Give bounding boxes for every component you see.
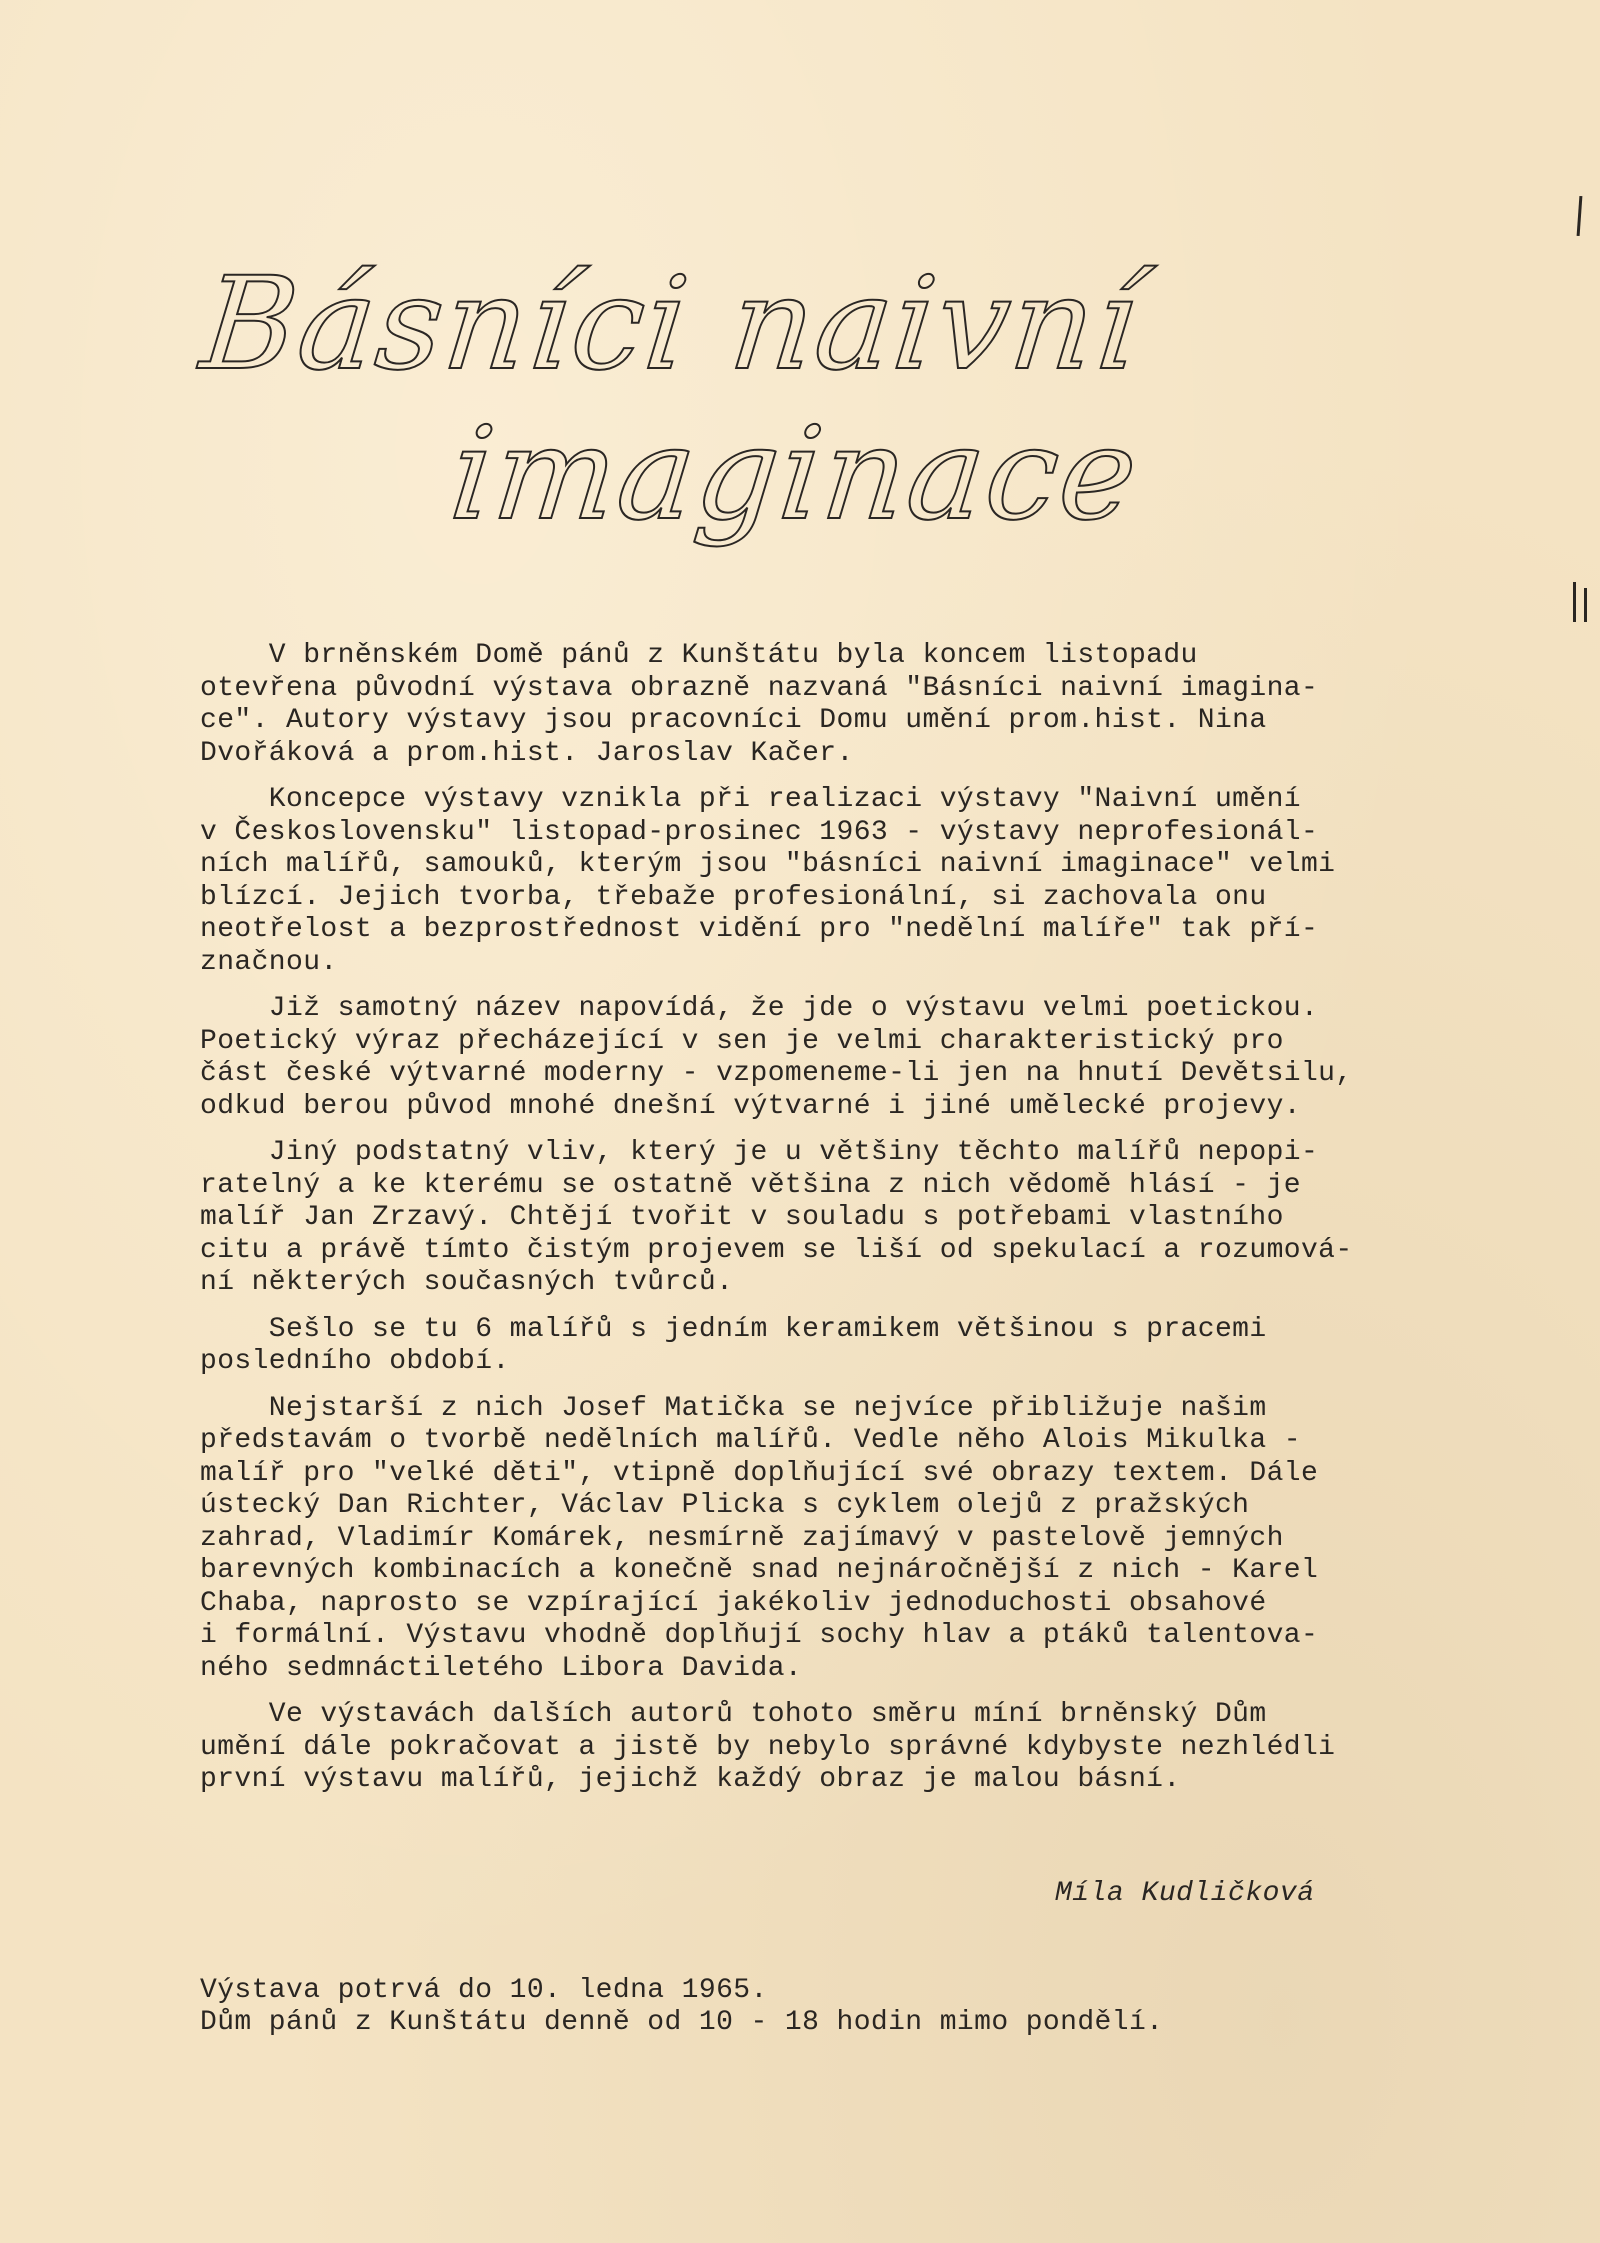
text-line: malíř pro "velké děti", vtipně doplňující své obrazy textem. Dále bbox=[200, 1457, 1319, 1489]
handwritten-title bbox=[179, 250, 1361, 550]
text-line: V brněnském Domě pánů z Kunštátu byla koncem listopadu bbox=[200, 640, 1198, 671]
paragraph bbox=[200, 1699, 1520, 1797]
text-line: malíř Jan Zrzavý. Chtějí tvořit v souladu s potřebami vlastního bbox=[200, 1202, 1284, 1233]
exhibition-info bbox=[200, 1975, 1163, 2039]
text-line: Poetický výraz přecházející v sen je velmi charakteristický pro bbox=[200, 1025, 1284, 1057]
text-line: značnou. bbox=[200, 946, 338, 978]
text-line: umění dále pokračovat a jistě by nebylo správné kdybyste nezhlédli bbox=[200, 1731, 1336, 1763]
title-line-2: imaginace bbox=[444, 400, 1146, 549]
text-line: Nejstarší z nich Josef Matička se nejvíce přibližuje našim bbox=[200, 1392, 1267, 1424]
exhibition-dates: Výstava potrvá do 10. ledna 1965. bbox=[200, 1975, 768, 2006]
title-line-1: Básníci naivní bbox=[195, 250, 1147, 399]
text-line: otevřena původní výstava obrazně nazvaná "Básníci naivní imagina- bbox=[200, 672, 1319, 704]
text-line: Ve výstavách dalších autorů tohoto směru míní brněnský Dům bbox=[200, 1699, 1267, 1730]
text-line: odkud berou původ mnohé dnešní výtvarné i jiné umělecké projevy. bbox=[200, 1090, 1301, 1122]
text-line: citu a právě tímto čistým projevem se liší od spekulací a rozumová- bbox=[200, 1234, 1353, 1266]
margin-mark bbox=[1573, 582, 1576, 622]
text-line: představám o tvorbě nedělních malířů. Vedle něho Alois Mikulka - bbox=[200, 1425, 1301, 1456]
paragraph bbox=[200, 784, 1520, 979]
paragraph bbox=[200, 1314, 1520, 1379]
text-line: ústecký Dan Richter, Václav Plicka s cyklem olejů z pražských bbox=[200, 1490, 1250, 1521]
paragraph bbox=[200, 1393, 1520, 1686]
text-line: ce". Autory výstavy jsou pracovníci Domu umění prom.hist. Nina bbox=[200, 705, 1267, 736]
text-line: Již samotný název napovídá, že jde o výstavu velmi poetickou. bbox=[200, 993, 1319, 1024]
author-signature: Míla Kudličková bbox=[1055, 1878, 1315, 1909]
text-line: ratelný a ke kterému se ostatně většina z nich vědomě hlásí - je bbox=[200, 1169, 1301, 1201]
text-line: neotřelost a bezprostřednost vidění pro "nedělní malíře" tak pří- bbox=[200, 914, 1319, 945]
text-line: ní některých současných tvůrců. bbox=[200, 1267, 734, 1298]
exhibition-hours: Dům pánů z Kunštátu denně od 10 - 18 hodin mimo pondělí. bbox=[200, 2007, 1164, 2038]
text-line: Jiný podstatný vliv, který je u většiny těchto malířů nepopi- bbox=[200, 1137, 1319, 1168]
text-line: Chaba, naprosto se vzpírající jakékoliv jednoduchosti obsahové bbox=[200, 1587, 1267, 1619]
text-line: ních malířů, samouků, kterým jsou "básníci naivní imaginace" velmi bbox=[200, 849, 1336, 880]
paragraph bbox=[200, 1137, 1520, 1300]
text-line: v Československu" listopad-prosinec 1963 - výstavy neprofesionál- bbox=[200, 816, 1319, 848]
text-line: ného sedmnáctiletého Libora Davida. bbox=[200, 1652, 803, 1684]
text-line: posledního období. bbox=[200, 1346, 510, 1377]
text-line: blízcí. Jejich tvorba, třebaže profesionální, si zachovala onu bbox=[200, 881, 1267, 913]
text-line: Sešlo se tu 6 malířů s jedním keramikem většinou s pracemi bbox=[200, 1313, 1267, 1345]
text-line: i formální. Výstavu vhodně doplňují sochy hlav a ptáků talentova- bbox=[200, 1620, 1319, 1651]
text-line: zahrad, Vladimír Komárek, nesmírně zajímavý v pastelově jemných bbox=[200, 1522, 1284, 1554]
margin-mark bbox=[1584, 588, 1587, 622]
text-line: barevných kombinacích a konečně snad nejnáročnější z nich - Karel bbox=[200, 1555, 1319, 1586]
paragraph bbox=[200, 993, 1520, 1123]
text-line: část české výtvarné moderny - vzpomeneme-li jen na hnutí Devětsilu, bbox=[200, 1058, 1353, 1089]
text-line: Dvořáková a prom.hist. Jaroslav Kačer. bbox=[200, 737, 854, 769]
article-body bbox=[200, 640, 1520, 1811]
text-line: první výstavu malířů, jejichž každý obraz je malou básní. bbox=[200, 1764, 1181, 1795]
paragraph bbox=[200, 640, 1520, 770]
text-line: Koncepce výstavy vznikla při realizaci výstavy "Naivní umění bbox=[200, 784, 1301, 815]
